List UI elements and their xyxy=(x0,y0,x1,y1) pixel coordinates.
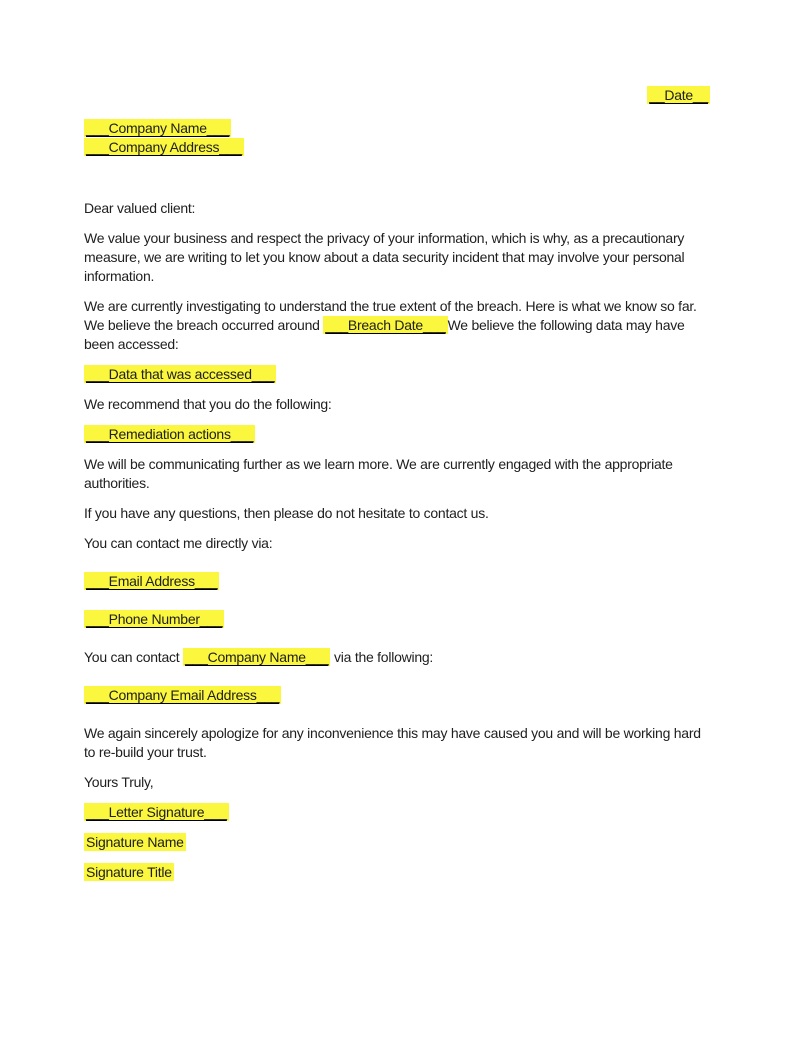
letter-signature-line xyxy=(84,803,710,822)
company-address-placeholder[interactable]: ___Company Address___ xyxy=(86,139,242,155)
date-placeholder[interactable]: __Date__ xyxy=(649,87,708,103)
company-name-inline-placeholder[interactable]: ___Company Name___ xyxy=(185,649,329,665)
contact-company-suffix: via the following: xyxy=(330,649,434,665)
breach-line: We are currently investigating to understand the true extent of the breach. Here is what we know so far. xyxy=(84,298,697,314)
phone-number-placeholder[interactable]: ___Phone Number___ xyxy=(86,611,223,627)
email-line xyxy=(84,572,710,591)
communicating-line: authorities. xyxy=(84,475,150,491)
company-email-line xyxy=(84,686,710,705)
data-accessed-line xyxy=(84,365,710,384)
company-name-placeholder[interactable]: ___Company Name___ xyxy=(86,120,230,136)
communicating-paragraph xyxy=(84,455,710,493)
data-accessed-placeholder[interactable]: ___Data that was accessed___ xyxy=(86,366,275,382)
signature-name-placeholder[interactable]: Signature Name xyxy=(86,834,184,850)
intro-paragraph xyxy=(84,229,710,286)
breach-line: been accessed: xyxy=(84,336,179,352)
email-address-placeholder[interactable]: ___Email Address___ xyxy=(86,573,218,589)
signature-title-line xyxy=(84,863,710,882)
salutation: Dear valued client: xyxy=(84,200,196,216)
contact-company-paragraph xyxy=(84,648,710,667)
contact-company-line xyxy=(84,648,710,667)
recommend-paragraph: We recommend that you do the following: xyxy=(84,396,332,412)
remediation-placeholder[interactable]: ___Remediation actions___ xyxy=(86,426,254,442)
communicating-line: We will be communicating further as we learn more. We are currently engaged with the appropriate xyxy=(84,456,673,472)
intro-line: information. xyxy=(84,268,155,284)
company-address-line xyxy=(84,138,710,157)
intro-line: measure, we are writing to let you know about a data security incident that may involve your personal xyxy=(84,249,685,265)
questions-paragraph: If you have any questions, then please do not hesitate to contact us. xyxy=(84,505,489,521)
company-name-line xyxy=(84,119,710,138)
contact-me-paragraph: You can contact me directly via: xyxy=(84,535,273,551)
date-line xyxy=(84,86,710,105)
intro-line: We value your business and respect the privacy of your information, which is why, as a precautionary xyxy=(84,230,685,246)
signature-name-line xyxy=(84,833,710,852)
apology-paragraph xyxy=(84,724,710,762)
breach-line xyxy=(84,316,710,335)
apology-line: to re-build your trust. xyxy=(84,744,207,760)
breach-date-prefix: We believe the breach occurred around xyxy=(84,317,324,333)
breach-paragraph xyxy=(84,297,710,354)
contact-company-prefix: You can contact xyxy=(84,649,184,665)
letter-signature-placeholder[interactable]: ___Letter Signature___ xyxy=(86,804,227,820)
breach-date-suffix: We believe the following data may have xyxy=(447,317,685,333)
company-email-placeholder[interactable]: ___Company Email Address___ xyxy=(86,687,280,703)
apology-line: We again sincerely apologize for any inconvenience this may have caused you and will be working hard xyxy=(84,725,701,741)
phone-line xyxy=(84,610,710,629)
signature-title-placeholder[interactable]: Signature Title xyxy=(86,864,172,880)
closing-paragraph: Yours Truly, xyxy=(84,774,154,790)
breach-date-placeholder[interactable]: ___Breach Date___ xyxy=(325,317,446,333)
company-header-block xyxy=(84,119,710,157)
remediation-line xyxy=(84,425,710,444)
